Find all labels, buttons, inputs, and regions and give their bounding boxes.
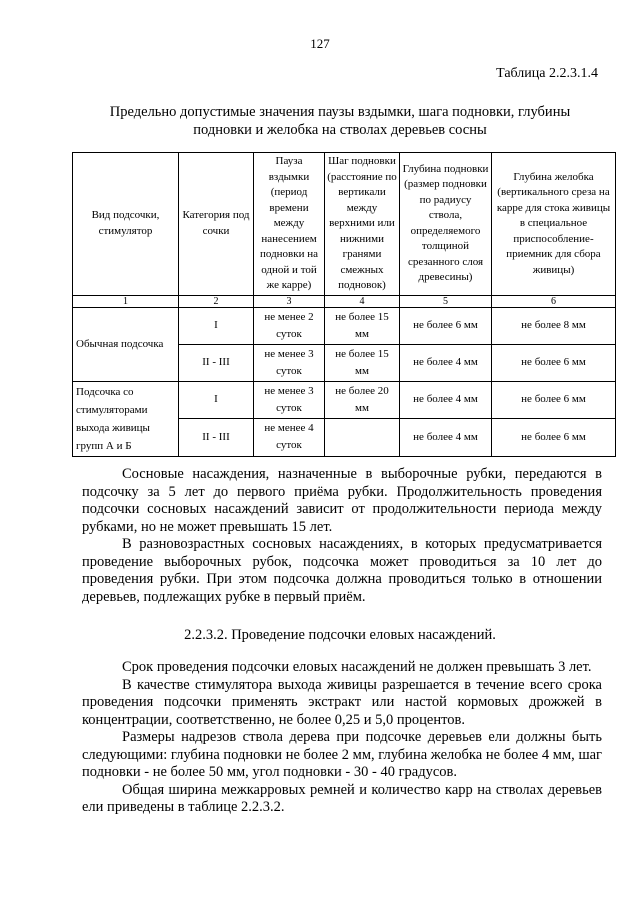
row-step [325,419,400,457]
header-step: Шаг подновки (расстояние по вертикали между верхними или нижними гранями смежных подновок) [325,153,400,296]
column-number-row [73,295,616,307]
row-groove: не более 6 мм [492,344,616,381]
paragraph: В качестве стимулятора выхода живицы разрешается в течение всего срока проведения подсочки применять экстракт или настой кормовых дрожжей в концентрации, соответственно, не более 0,25 и 5,0 процентов. [82,676,602,728]
row-step: не более 15 мм [325,307,400,344]
row-groove: не более 6 мм [492,419,616,457]
paragraph: В разновозрастных сосновых насаждениях, в которых предусматривается проведение выборочных рубок, подсочка может проводиться за 10 лет до проведения рубки. При этом подсочка должна проводиться только в отношении деревьев, подлежащих рубке в первый приём. [82,536,602,605]
table-row [73,307,616,344]
paragraph: Размеры надрезов ствола дерева при подсочке деревьев ели должны быть следующими: глубина подновки не более 2 мм, глубина желобка не более 4 мм, шаг подновки - не более 50 мм, угол подновки - 30 - 40 градусов. [82,729,602,780]
row-category: I [179,381,254,419]
page-number: 127 [310,36,330,51]
limits-table [72,152,616,457]
header-pause: Пауза вздымки (период времени между нанесением подновки на одной и той же карре) [254,153,325,296]
table-header-row [73,153,616,296]
row-step: не более 15 мм [325,344,400,381]
pine-paragraphs [82,466,602,606]
column-number: 3 [254,295,325,307]
row-depth: не более 4 мм [400,344,492,381]
row-groove: не более 6 мм [492,381,616,419]
row-pause: не менее 2 суток [254,307,325,344]
paragraph: Срок проведения подсочки еловых насаждений не должен превышать 3 лет. [122,659,592,675]
header-groove: Глубина желобка (вертикального среза на карре для стока живицы в специальное приспособление-приемник для сбора живицы) [492,153,616,296]
row-depth: не более 4 мм [400,419,492,457]
row-category: II - III [179,419,254,457]
column-number: 5 [400,295,492,307]
table-label: Таблица 2.2.3.1.4 [496,66,598,81]
column-number: 4 [325,295,400,307]
row-type: Обычная подсочка [73,307,179,381]
header-depth: Глубина подновки (размер подновки по радиусу ствола, определяемого толщиной срезанного слоя древесины) [400,153,492,296]
row-category: I [179,307,254,344]
spruce-paragraphs [82,659,602,817]
row-step: не более 20 мм [325,381,400,419]
table-row [73,381,616,419]
row-pause: не менее 3 суток [254,381,325,419]
row-category: II - III [179,344,254,381]
header-type: Вид подсочки, стимулятор [73,153,179,296]
header-category: Категория под сочки [179,153,254,296]
paragraph: Общая ширина межкарровых ремней и количество карр на стволах деревьев ели приведены в таблице 2.2.3.2. [82,781,602,815]
paragraph: Сосновые насаждения, назначенные в выборочные рубки, передаются в подсочку за 5 лет до первого приёма рубки. Продолжительность проведения подсочки сосновых насаждений зависит от продолжительности периода между рубками, но не может превышать 15 лет. [82,466,602,535]
table-caption: Предельно допустимые значения паузы вздымки, шага подновки, глубины подновки и желобка на стволах деревьев сосны [109,104,571,138]
column-number: 6 [492,295,616,307]
column-number: 2 [179,295,254,307]
row-depth: не более 4 мм [400,381,492,419]
column-number: 1 [73,295,179,307]
row-groove: не более 8 мм [492,307,616,344]
row-depth: не более 6 мм [400,307,492,344]
row-pause: не менее 4 суток [254,419,325,457]
section-title: 2.2.3.2. Проведение подсочки еловых насаждений. [184,627,496,643]
row-type: Подсочка со стимуляторами выхода живицы групп А и Б [73,381,179,456]
row-pause: не менее 3 суток [254,344,325,381]
